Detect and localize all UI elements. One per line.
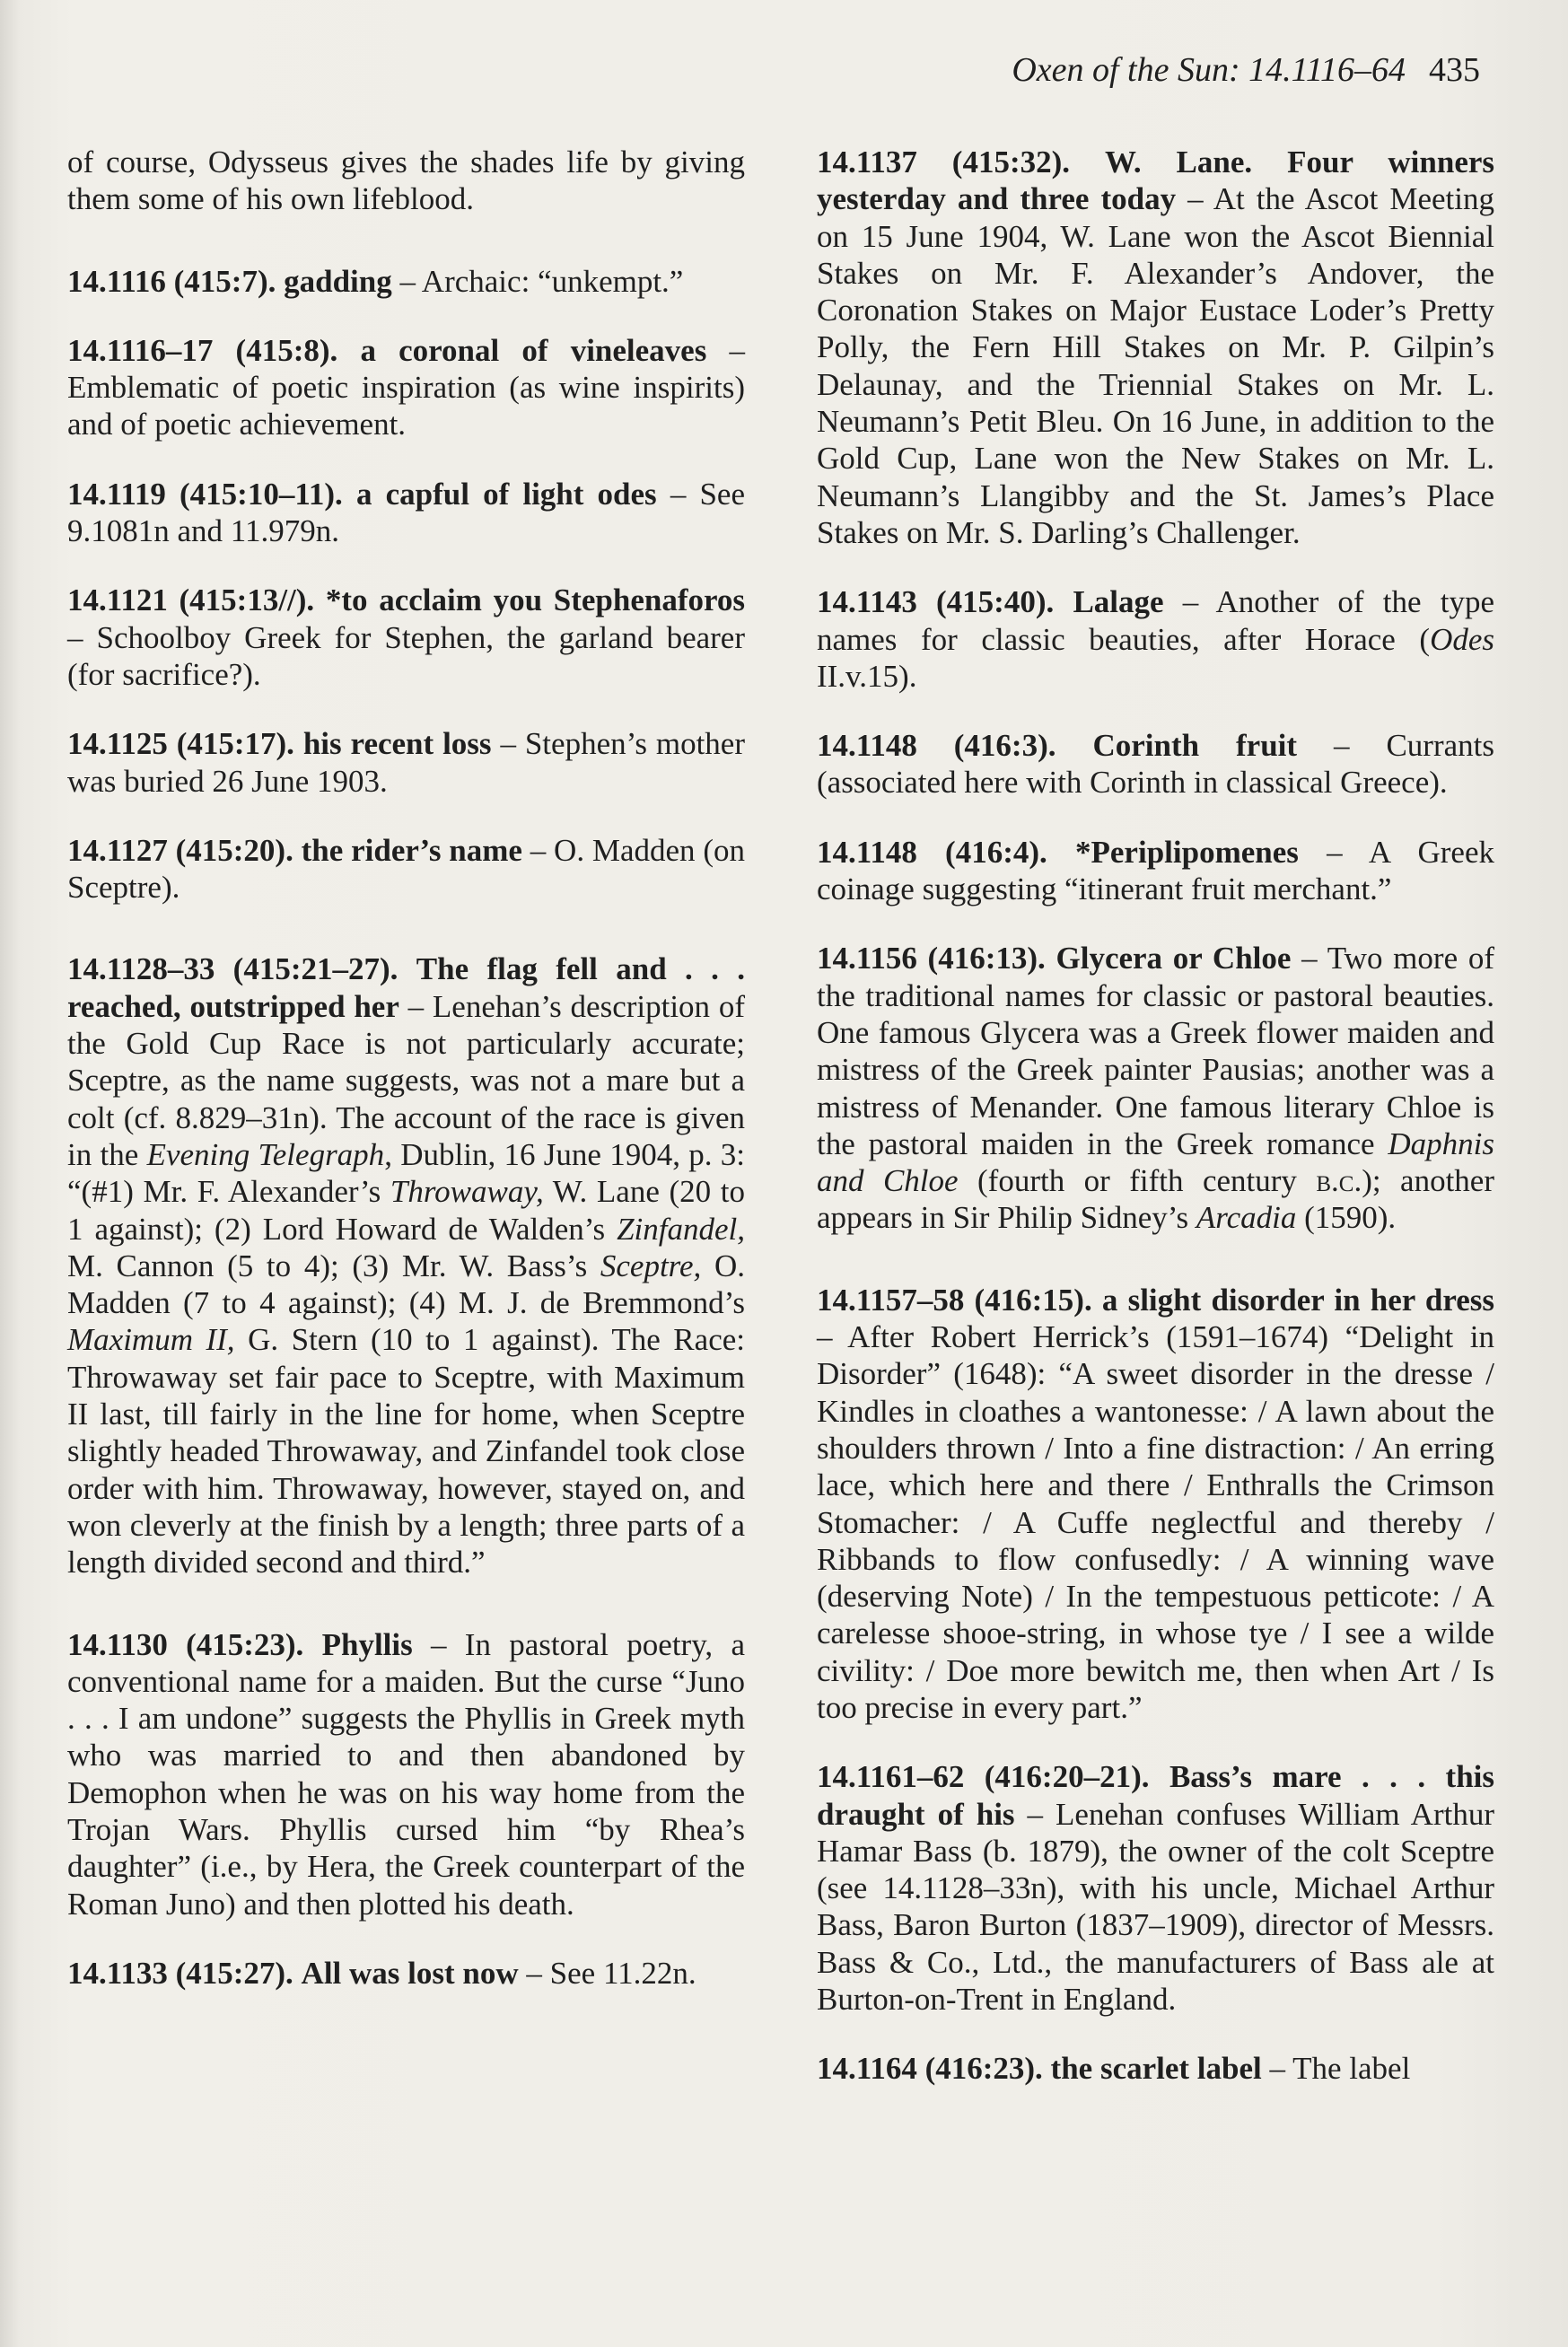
note-reference: 14.1133 (415:27). (67, 1955, 293, 1991)
note-reference: 14.1119 (415:10–11). (67, 476, 343, 512)
note-reference: 14.1161–62 (416:20–21). (817, 1759, 1150, 1795)
note-lemma: Lalage (1073, 584, 1164, 620)
note-text: – Two more of the traditional names for classic or pastoral beauties. One famous Glycera was a Greek flower maiden and mistress of the Greek painter Pausias; another was a mistress of Menander. One famous literary Chloe is the pastoral maiden in the Greek romance (817, 941, 1494, 1161)
note-text: , Dublin, 16 June 1904, p. 3: “(#1) Mr. F. Alexander’s (67, 1136, 745, 1210)
note-lemma: *to acclaim you Stephenaforos (325, 582, 746, 618)
note-entry (67, 725, 745, 800)
note-entry (67, 263, 745, 300)
note-text: O. Madden (7 to 4 against); (4) M. J. de Bremmond’s (67, 1248, 745, 1321)
note-text: – Lenehan’s description of the Gold Cup Race is not particularly accurate; Sceptre, as the name suggests, was not a mare but a colt (cf. 8.829–31n). The account of the race is given in the (67, 988, 745, 1172)
note-italic: Arcadia (1196, 1200, 1297, 1236)
note-italic: Evening Telegraph (146, 1136, 385, 1172)
note-text: – See 11.22n. (518, 1955, 696, 1991)
note-reference: 14.1148 (416:3). (817, 728, 1056, 764)
note-smallcaps: b.c. (1316, 1163, 1362, 1199)
note-text: – A Greek coinage suggesting “itinerant fruit merchant.” (817, 834, 1494, 907)
note-entry (817, 727, 1494, 801)
note-lemma: a coronal of vineleaves (360, 332, 707, 368)
note-text: – Schoolboy Greek for Stephen, the garland bearer (for sacrifice?). (67, 619, 745, 692)
note-text: – Currants (associated here with Corinth in classical Greece). (817, 728, 1494, 801)
note-entry (817, 834, 1494, 908)
note-lemma: Corinth fruit (1092, 728, 1298, 764)
note-text: – O. Madden (on Sceptre). (67, 832, 746, 906)
note-entry (67, 832, 745, 906)
note-continuation: of course, Odysseus gives the shades life by giving them some of his own lifeblood. (67, 144, 745, 217)
note-entry (817, 2050, 1494, 2087)
note-italic: Odes (1430, 621, 1494, 657)
note-lemma: the scarlet label (1050, 2051, 1262, 2087)
note-lemma: W. Lane. Four winners yesterday and three today (817, 144, 1495, 217)
note-lemma: gadding (284, 263, 392, 299)
note-entry (817, 1282, 1494, 1727)
note-text: ); another appears in Sir Philip Sidney’s (817, 1163, 1494, 1236)
note-reference: 14.1121 (415:13//). (67, 582, 315, 618)
note-entry (817, 1758, 1494, 2018)
note-entry (817, 144, 1494, 551)
note-reference: 14.1157–58 (416:15). (817, 1282, 1092, 1318)
left-column (67, 144, 745, 2024)
note-lemma: the rider’s name (301, 832, 522, 868)
note-text: W. Lane (20 to 1 against); (2) Lord Howard de Walden’s (67, 1174, 745, 1247)
note-lemma: *Periplipomenes (1075, 834, 1299, 870)
note-entry (67, 950, 745, 1581)
note-lemma: Glycera or Chloe (1056, 941, 1292, 976)
note-reference: 14.1125 (415:17). (67, 726, 294, 762)
note-entry (817, 583, 1494, 695)
note-text: – The label (1261, 2051, 1411, 2087)
note-reference: 14.1148 (416:4). (817, 834, 1047, 870)
note-text: – Lenehan confuses William Arthur Hamar Bass (b. 1879), the owner of the colt Sceptre (see 14.1128–33n), with his uncle, Michael Arthur Bass, Baron Burton (1837–1909), director of Messrs. Bass & Co., Ltd., the manufacturers of Bass ale at Burton-on-Trent in England. (817, 1796, 1494, 2018)
note-italic: Zinfandel, (617, 1211, 745, 1247)
note-reference: 14.1137 (415:32). (817, 144, 1071, 180)
note-text: – Another of the type names for classic beauties, after Horace ( (817, 584, 1494, 657)
note-reference: 14.1164 (416:23). (817, 2051, 1043, 2087)
note-text: II.v.15). (817, 658, 917, 694)
note-text: – See 9.1081n and 11.979n. (67, 476, 745, 549)
note-lemma: a slight disorder in her dress (1101, 1282, 1494, 1318)
note-lemma: The flag fell and . . . reached, outstripped her (67, 951, 746, 1024)
note-reference: 14.1116–17 (415:8). (67, 332, 338, 368)
note-italic: Maximum II, (67, 1322, 235, 1358)
note-italic: Daphnis and Chloe (817, 1125, 1494, 1199)
note-entry (67, 332, 745, 443)
note-reference: 14.1130 (415:23). (67, 1626, 304, 1662)
page-number: 435 (1429, 51, 1480, 89)
note-text: – Archaic: “unkempt.” (391, 263, 684, 299)
note-text: – Emblematic of poetic inspiration (as wine inspirits) and of poetic achievement. (67, 332, 746, 442)
note-reference: 14.1127 (415:20). (67, 832, 293, 868)
note-text: (fourth or fifth century (958, 1163, 1317, 1199)
note-reference: 14.1143 (415:40). (817, 584, 1055, 620)
note-lemma: Phyllis (321, 1626, 413, 1662)
running-header (1012, 50, 1480, 90)
note-text: – Stephen’s mother was buried 26 June 1903. (67, 726, 745, 799)
right-column (817, 144, 1494, 2120)
note-italic: Throwaway, (390, 1174, 544, 1210)
note-lemma: his recent loss (302, 726, 492, 762)
note-lemma: Bass’s mare . . . this draught of his (817, 1759, 1495, 1832)
note-lemma: a capful of light odes (355, 476, 657, 512)
note-lemma: All was lost now (301, 1955, 519, 1991)
running-title: Oxen of the Sun: 14.1116–64 (1012, 51, 1406, 89)
note-text: – At the Ascot Meeting on 15 June 1904, W. Lane won the Ascot Biennial Stakes on Mr. F. Alexander’s Andover, the Coronation Stakes on Major Eustace Loder’s Pretty Polly, the Fern Hill Stakes on Mr. P. Gilpin’s Delaunay, and the Triennial Stakes on Mr. L. Neumann’s Petit Bleu. On 16 June, in addition to the Gold Cup, Lane won the New Stakes on Mr. L. Neumann’s Llangibby and the St. James’s Place Stakes on Mr. S. Darling’s Challenger. (817, 181, 1494, 550)
note-text: (1590). (1296, 1200, 1397, 1236)
note-entry (817, 940, 1494, 1236)
note-text: M. Cannon (5 to 4); (3) Mr. W. Bass’s (67, 1248, 600, 1283)
note-entry (67, 476, 745, 550)
note-italic: Sceptre, (600, 1248, 702, 1283)
note-entry (67, 1626, 745, 1922)
note-text: – After Robert Herrick’s (1591–1674) “Delight in Disorder” (1648): “A sweet disorder in the dresse / Kindles in cloathes a wantonesse: / A lawn about the shoulders thrown / Into a fine distraction: / An erring lace, which here and there / Enthralls the Crimson Stomacher: / A Cuffe neglectful and thereby / Ribbands to flow confusedly: / A winning wave (deserving Note) / In the tempestuous petticote: / A carelesse shooe-string, in whose tye / I see a wilde civility: / Doe more bewitch me, then when Art / Is too precise in every part.” (817, 1319, 1494, 1725)
note-reference: 14.1116 (415:7). (67, 263, 276, 299)
note-text: G. Stern (10 to 1 against). The Race: Throwaway set fair pace to Sceptre, with Maximum II last, till fairly in the line for home, when Sceptre slightly headed Throwaway, and Zinfandel took close order with him. Throwaway, however, stayed on, and won cleverly at the finish by a length; three parts of a length divided second and third.” (67, 1322, 745, 1581)
note-entry (67, 1955, 745, 1992)
note-text: – In pastoral poetry, a conventional name for a maiden. But the curse “Juno . . . I am undone” suggests the Phyllis in Greek myth who was married to and then abandoned by Demophon when he was on his way home from the Trojan Wars. Phyllis cursed him “by Rhea’s daughter” (i.e., by Hera, the Greek counterpart of the Roman Juno) and then plotted his death. (67, 1626, 745, 1922)
note-entry (67, 582, 745, 693)
note-reference: 14.1128–33 (415:21–27). (67, 951, 399, 987)
note-reference: 14.1156 (416:13). (817, 941, 1046, 976)
